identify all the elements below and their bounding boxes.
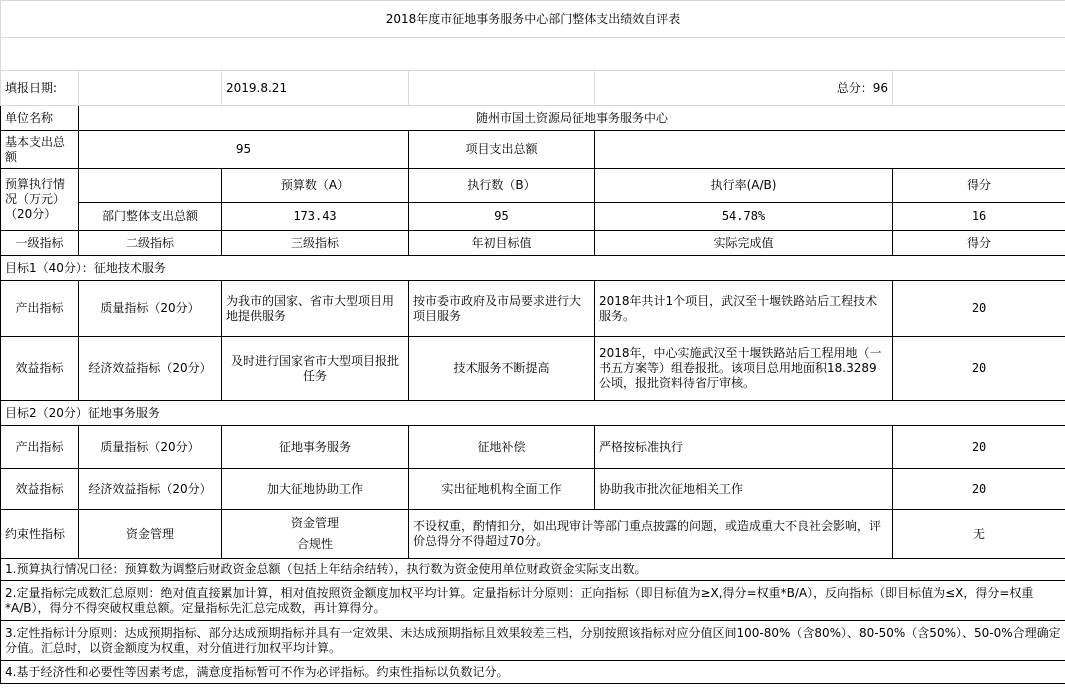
indicator-header-score: 得分 (893, 231, 1065, 256)
note-1: 1.预算执行情况口径：预算数为调整后财政资金总额（包括上年结余结转），执行数为资金使用单位财政资金实际支出数。 (1, 559, 1065, 581)
basic-expense-value: 95 (79, 131, 409, 169)
constraint-level3-a: 资金管理 (290, 516, 339, 530)
goal1-row2-level1: 效益指标 (1, 337, 79, 401)
constraint-description: 不设权重，酌情扣分，如出现审计等部门重点披露的问题，或造成重大不良社会影响，评价总得分不得超过70分。 (409, 510, 893, 559)
unit-name-value: 随州市国土资源局征地事务服务中心 (79, 106, 1065, 131)
goal1-row2-level2: 经济效益指标（20分） (79, 337, 222, 401)
constraint-level3 (222, 510, 409, 559)
total-score: 总分：96 (595, 71, 893, 106)
indicator-header-level2: 二级指标 (79, 231, 222, 256)
goal1-row1-score: 20 (893, 281, 1065, 337)
goal2-row1-actual: 严格按标准执行 (595, 426, 893, 469)
indicator-header-target: 年初目标值 (409, 231, 595, 256)
note-2: 2.定量指标完成数汇总原则：绝对值直接累加计算，相对值按照资金额度加权平均计算。定量指标计分原则：正向指标（即目标值为≥X,得分=权重*B/A），反向指标（即目标值为≤X，得分=权重*A/B），得分不得突破权重总额。定量指标先汇总完成数，再计算得分。 (1, 581, 1065, 621)
budget-exec-label (1, 169, 79, 231)
note-4: 4.基于经济性和必要性等因素考虑，满意度指标暂可不作为必评指标。约束性指标以负数记分。 (1, 661, 1065, 684)
goal1-row2-target: 技术服务不断提高 (409, 337, 595, 401)
goal2-row1-score: 20 (893, 426, 1065, 469)
indicator-header-level3: 三级指标 (222, 231, 409, 256)
project-expense-value (595, 131, 1065, 169)
budget-header-rate: 执行率(A/B) (595, 169, 893, 203)
goal1-label: 目标1（40分）：征地技术服务 (1, 256, 1065, 281)
fill-date-label: 填报日期: (1, 71, 79, 106)
goal1-row2-level3: 及时进行国家省市大型项目报批任务 (222, 337, 409, 401)
budget-header-executed: 执行数（B） (409, 169, 595, 203)
goal1-row1-level1: 产出指标 (1, 281, 79, 337)
budget-exec-title: 预算执行情况（万元） (5, 177, 66, 206)
goal2-row2-level1: 效益指标 (1, 469, 79, 510)
constraint-score: 无 (893, 510, 1065, 559)
goal2-row1-level3: 征地事务服务 (222, 426, 409, 469)
goal2-row2-score: 20 (893, 469, 1065, 510)
goal1-row1-actual: 2018年共计1个项目，武汉至十堰铁路站后工程技术服务。 (595, 281, 893, 337)
goal1-row2-score: 20 (893, 337, 1065, 401)
constraint-level2: 资金管理 (79, 510, 222, 559)
constraint-level3-b: 合规性 (296, 537, 333, 551)
goal1-row1-target: 按市委市政府及市局要求进行大项目服务 (409, 281, 595, 337)
basic-expense-label: 基本支出总额 (1, 131, 79, 169)
budget-row-executed: 95 (409, 203, 595, 231)
goal2-row2-target: 实出征地机构全面工作 (409, 469, 595, 510)
blank-row (1, 38, 1065, 71)
sheet-title: 2018年度市征地事务服务中心部门整体支出绩效自评表 (1, 1, 1065, 38)
fill-date-spacer (409, 71, 595, 106)
budget-exec-weight: （20分） (5, 207, 57, 221)
indicator-header-level1: 一级指标 (1, 231, 79, 256)
goal1-row1-level3: 为我市的国家、省市大型项目用地提供服务 (222, 281, 409, 337)
budget-row-label: 部门整体支出总额 (79, 203, 222, 231)
budget-header-score: 得分 (893, 169, 1065, 203)
budget-row-rate: 54.78% (595, 203, 893, 231)
constraint-level1: 约束性指标 (1, 510, 79, 559)
project-expense-label: 项目支出总额 (409, 131, 595, 169)
goal2-row1-target: 征地补偿 (409, 426, 595, 469)
budget-header-empty (79, 169, 222, 203)
goal2-row1-level2: 质量指标（20分） (79, 426, 222, 469)
budget-row-score: 16 (893, 203, 1065, 231)
fill-date-spacer-2 (893, 71, 1065, 106)
fill-date-value: 2019.8.21 (222, 71, 409, 106)
budget-header-budget: 预算数（A） (222, 169, 409, 203)
goal1-row2-actual: 2018年，中心实施武汉至十堰铁路站后工程用地（一书五方案等）组卷报批。该项目总用地面积18.3289公顷，报批资料待省厅审核。 (595, 337, 893, 401)
goal2-row2-actual: 协助我市批次征地相关工作 (595, 469, 893, 510)
budget-row-budget: 173.43 (222, 203, 409, 231)
goal1-row1-level2: 质量指标（20分） (79, 281, 222, 337)
goal2-row2-level2: 经济效益指标（20分） (79, 469, 222, 510)
goal2-label: 目标2（20分）征地事务服务 (1, 401, 1065, 426)
goal2-row2-level3: 加大征地协助工作 (222, 469, 409, 510)
indicator-header-actual: 实际完成值 (595, 231, 893, 256)
note-3: 3.定性指标计分原则：达成预期指标、部分达成预期指标并具有一定效果、未达成预期指标且效果较差三档，分别按照该指标对应分值区间100-80%（含80%）、80-50%（含50%）、50-0%合理确定分值。汇总时，以资金额度为权重，对分值进行加权平均计算。 (1, 621, 1065, 661)
goal2-row1-level1: 产出指标 (1, 426, 79, 469)
unit-name-label: 单位名称 (1, 106, 79, 131)
fill-date-empty (79, 71, 222, 106)
